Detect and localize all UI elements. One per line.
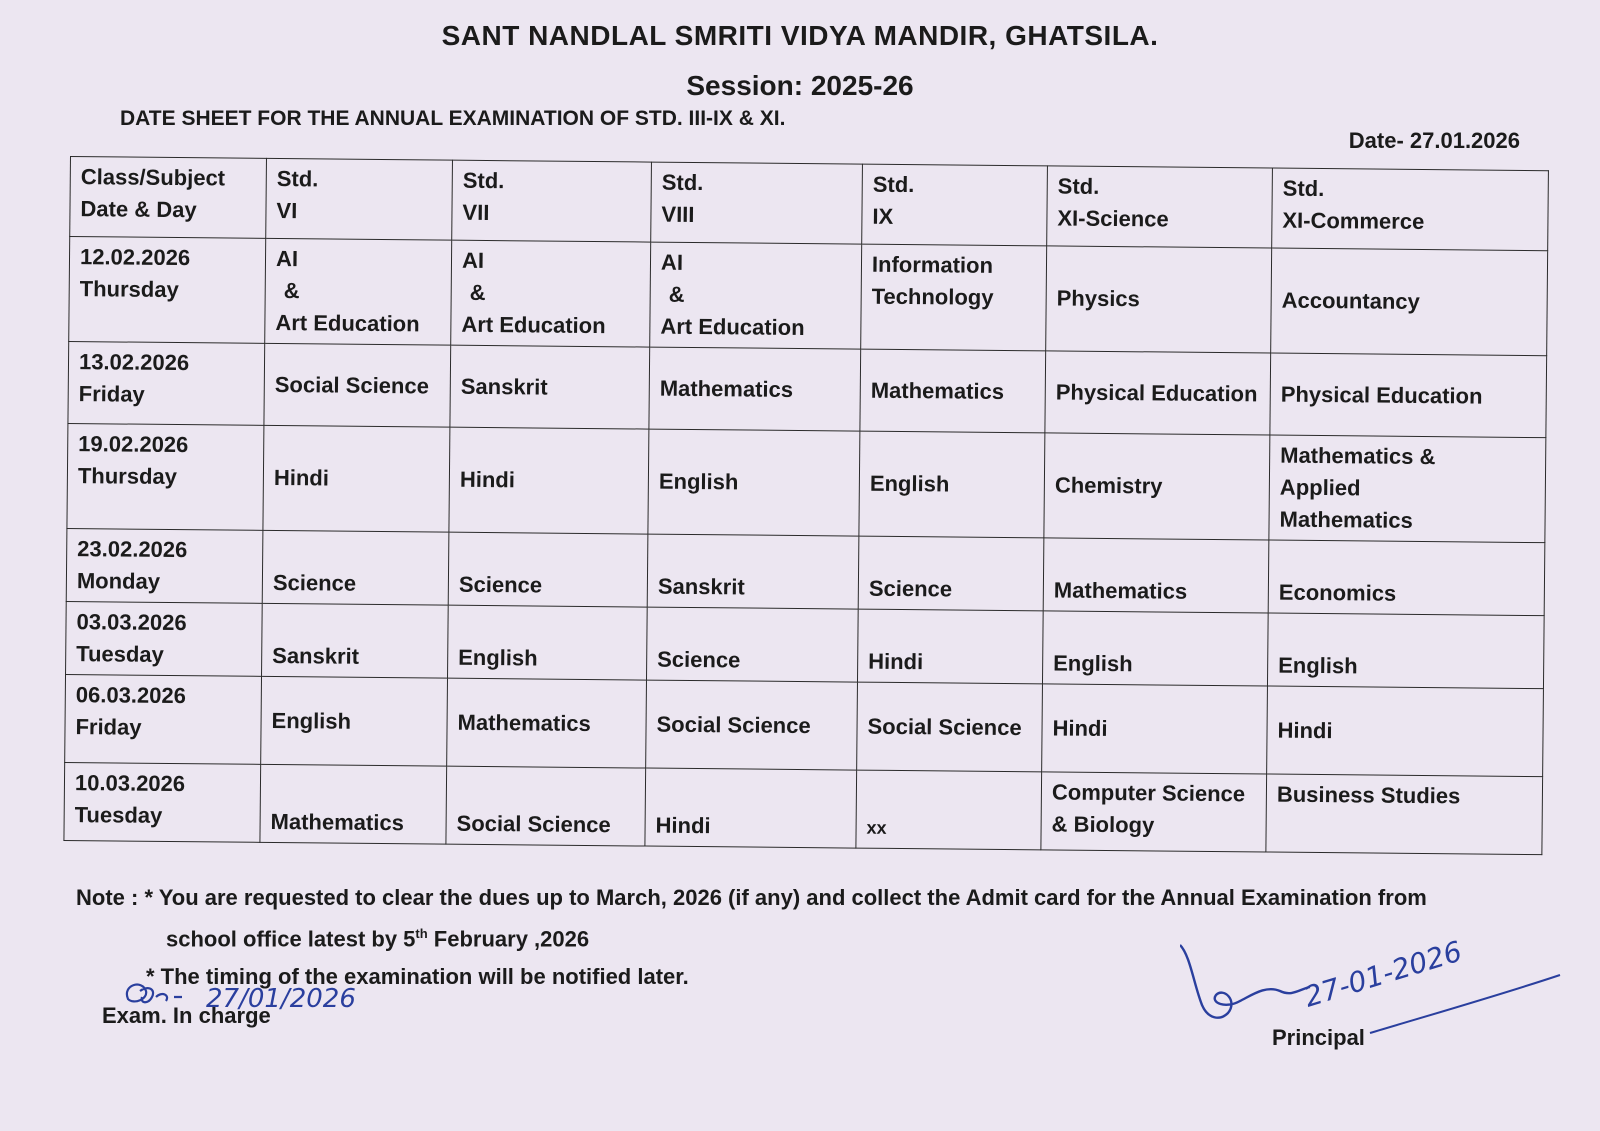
subject-line: & bbox=[283, 278, 300, 304]
table-row bbox=[66, 601, 1545, 688]
subject-cell bbox=[650, 242, 862, 349]
subject-line: Hindi bbox=[1052, 714, 1108, 741]
corner-line2: Date & Day bbox=[80, 196, 197, 223]
subject-cell bbox=[646, 607, 858, 682]
exam-date: 19.02.2026 bbox=[78, 431, 189, 458]
subject-line: Sanskrit bbox=[460, 373, 548, 400]
subject-line: & bbox=[469, 279, 486, 305]
note-1-text: * You are requested to clear the dues up to March, 2026 (if any) and collect the Admit card for the Annual Examination from bbox=[144, 885, 1427, 910]
subject-line: Science bbox=[657, 646, 741, 673]
note-1-superscript: th bbox=[415, 926, 428, 941]
exam-incharge-label: Exam. In charge bbox=[102, 1003, 271, 1028]
date-sheet-table bbox=[63, 156, 1549, 855]
exam-day: Thursday bbox=[77, 463, 178, 490]
signature-stroke bbox=[1180, 945, 1310, 1018]
date-cell bbox=[65, 674, 262, 764]
subject-line: Mathematics bbox=[1053, 577, 1188, 604]
column-header-line1: Std. bbox=[661, 169, 704, 196]
subject-cell bbox=[861, 244, 1047, 351]
subject-line: Mathematics bbox=[870, 377, 1005, 404]
note-1-continuation: school office latest by 5 bbox=[166, 926, 416, 952]
subject-cell bbox=[856, 770, 1042, 850]
subject-line: AI bbox=[660, 249, 684, 275]
subject-cell bbox=[262, 530, 449, 605]
table-row bbox=[68, 341, 1547, 437]
column-header-ix bbox=[862, 164, 1048, 246]
subject-line: English bbox=[458, 644, 538, 671]
table-row bbox=[69, 237, 1548, 356]
exam-day: Monday bbox=[76, 568, 161, 594]
column-header-xi-science bbox=[1047, 166, 1273, 248]
subject-line: Business Studies bbox=[1276, 781, 1461, 809]
subject-cell bbox=[448, 605, 648, 680]
subject-cell bbox=[1042, 611, 1268, 686]
exam-day: Tuesday bbox=[74, 802, 163, 828]
subject-cell bbox=[447, 678, 647, 768]
table-row bbox=[67, 423, 1546, 542]
column-header-vii bbox=[452, 160, 652, 242]
column-header-line2: XI-Science bbox=[1057, 205, 1169, 232]
subject-line: Mathematics bbox=[659, 375, 794, 402]
subject-line: Art Education bbox=[275, 309, 420, 337]
session-label: Session: 2025-26 bbox=[686, 70, 914, 101]
subject-cell bbox=[260, 764, 447, 844]
subject-cell bbox=[1269, 435, 1546, 543]
date-cell bbox=[66, 528, 263, 603]
subject-line: Information bbox=[871, 251, 994, 278]
subject-cell bbox=[449, 427, 649, 534]
subject-line: English bbox=[869, 470, 950, 497]
subject-line: AI bbox=[275, 245, 299, 272]
subject-line: Mathematics bbox=[1279, 506, 1413, 533]
subject-cell bbox=[1267, 613, 1544, 689]
subject-line: Social Science bbox=[456, 810, 611, 838]
exam-incharge-handwritten-date: 27/01/2026 bbox=[206, 984, 356, 1014]
subject-cell bbox=[261, 676, 448, 766]
note-line-3: * The timing of the examination will be notified later. bbox=[146, 964, 689, 990]
subject-cell bbox=[649, 347, 861, 431]
subject-cell bbox=[264, 343, 451, 427]
date-cell bbox=[69, 237, 266, 344]
exam-date: 03.03.2026 bbox=[76, 609, 187, 636]
subject-line: Physics bbox=[1056, 285, 1140, 312]
subject-line: English bbox=[1278, 652, 1358, 679]
subject-line: Science bbox=[272, 569, 357, 596]
subject-line: Hindi bbox=[273, 464, 330, 491]
subject-cell bbox=[1268, 540, 1545, 616]
subject-line: Applied bbox=[1279, 474, 1361, 501]
sheet-title: DATE SHEET FOR THE ANNUAL EXAMINATION OF STD. III-IX & XI. bbox=[120, 107, 786, 130]
subject-line: Social Science bbox=[274, 371, 430, 398]
column-header-line1: Std. bbox=[872, 171, 915, 198]
subject-cell bbox=[1044, 433, 1270, 540]
subject-line: Hindi bbox=[868, 648, 924, 675]
exam-day: Thursday bbox=[79, 276, 179, 303]
date-cell bbox=[64, 762, 261, 842]
subject-cell bbox=[645, 768, 857, 848]
exam-date: 13.02.2026 bbox=[78, 349, 190, 376]
subject-cell bbox=[646, 680, 858, 770]
subject-line: Art Education bbox=[660, 313, 805, 341]
principal-signature bbox=[1180, 915, 1590, 1045]
subject-line: Science bbox=[868, 575, 953, 602]
date-cell bbox=[67, 423, 264, 530]
subject-line: xx bbox=[866, 817, 887, 838]
corner-header bbox=[70, 157, 267, 239]
subject-line: Chemistry bbox=[1054, 472, 1163, 499]
exam-date: 23.02.2026 bbox=[77, 536, 188, 563]
column-header-line2: IX bbox=[872, 203, 894, 229]
subject-cell bbox=[1270, 353, 1547, 438]
subject-line: Mathematics bbox=[457, 709, 591, 736]
subject-line: English bbox=[1053, 650, 1133, 677]
subject-cell bbox=[858, 536, 1044, 611]
column-header-viii bbox=[651, 162, 863, 244]
corner-line1: Class/Subject bbox=[80, 164, 226, 191]
table-header-row bbox=[70, 157, 1549, 251]
subject-cell bbox=[857, 682, 1043, 772]
subject-line: Art Education bbox=[461, 311, 606, 339]
subject-line: Mathematics & bbox=[1280, 442, 1436, 470]
subject-line: & Biology bbox=[1051, 811, 1155, 838]
column-header-line1: Std. bbox=[1057, 173, 1100, 199]
exam-day: Friday bbox=[75, 714, 142, 740]
principal-label: Principal bbox=[1272, 1025, 1365, 1050]
column-header-line1: Std. bbox=[276, 165, 319, 192]
column-header-line2: XI-Commerce bbox=[1282, 207, 1425, 235]
subject-line: Technology bbox=[871, 283, 994, 310]
subject-cell bbox=[1271, 248, 1548, 356]
subject-line: Mathematics bbox=[270, 808, 405, 836]
subject-cell bbox=[1046, 246, 1272, 353]
subject-line: Economics bbox=[1278, 579, 1397, 606]
note-label: Note : bbox=[76, 885, 145, 910]
table-row bbox=[65, 674, 1544, 776]
subject-cell bbox=[1043, 538, 1269, 613]
school-name: SANT NANDLAL SMRITI VIDYA MANDIR, GHATSILA. bbox=[441, 20, 1159, 51]
subject-cell bbox=[265, 238, 452, 345]
subject-cell bbox=[1267, 686, 1544, 777]
exam-date: 10.03.2026 bbox=[74, 770, 186, 797]
date-cell bbox=[66, 601, 263, 676]
note-line-1 bbox=[76, 880, 1536, 916]
exam-day: Friday bbox=[78, 381, 145, 407]
subject-line: Social Science bbox=[656, 711, 811, 738]
subject-line: English bbox=[271, 707, 352, 734]
subject-line: AI bbox=[461, 247, 485, 273]
column-header-line2: VII bbox=[462, 199, 490, 226]
subject-line: English bbox=[658, 468, 739, 495]
note-1-end: February ,2026 bbox=[427, 926, 590, 952]
subject-line: Hindi bbox=[1277, 717, 1333, 743]
date-sheet-table-wrap bbox=[63, 156, 1548, 855]
subject-line: Sanskrit bbox=[657, 573, 745, 600]
subject-line: Physical Education bbox=[1055, 378, 1258, 406]
subject-line: Computer Science bbox=[1051, 779, 1246, 807]
subject-line: Science bbox=[458, 571, 543, 598]
column-header-vi bbox=[266, 158, 453, 240]
subject-cell bbox=[448, 532, 648, 607]
subject-cell bbox=[647, 534, 859, 609]
subject-cell bbox=[450, 345, 650, 429]
subject-line: Hindi bbox=[655, 812, 711, 839]
subject-cell bbox=[857, 609, 1043, 684]
subject-line: Accountancy bbox=[1281, 287, 1420, 314]
signature-scribble bbox=[127, 985, 182, 1003]
sheet-date: Date- 27.01.2026 bbox=[1348, 128, 1520, 153]
subject-line: Hindi bbox=[459, 466, 516, 493]
subject-cell bbox=[451, 240, 651, 347]
exam-day: Tuesday bbox=[76, 641, 164, 667]
exam-date: 06.03.2026 bbox=[75, 682, 187, 709]
column-header-line1: Std. bbox=[1282, 175, 1325, 202]
subject-cell bbox=[1041, 772, 1267, 852]
column-header-xi-commerce bbox=[1272, 168, 1549, 251]
subject-cell bbox=[262, 603, 449, 678]
subject-cell bbox=[860, 349, 1046, 433]
table-row bbox=[66, 528, 1545, 615]
subject-cell bbox=[263, 425, 450, 532]
subject-line: Physical Education bbox=[1280, 381, 1483, 409]
subject-line: & bbox=[668, 281, 685, 307]
subject-cell bbox=[1045, 351, 1271, 435]
subject-cell bbox=[1042, 684, 1268, 774]
subject-cell bbox=[859, 431, 1045, 538]
date-cell bbox=[68, 341, 265, 425]
subject-cell bbox=[446, 766, 646, 846]
column-header-line1: Std. bbox=[462, 167, 505, 194]
subject-line: Social Science bbox=[867, 713, 1022, 740]
subject-cell bbox=[648, 429, 860, 536]
principal-handwritten-date: 27-01-2026 bbox=[1300, 934, 1466, 1014]
table-row bbox=[64, 762, 1543, 854]
column-header-line2: VI bbox=[276, 197, 298, 224]
exam-date: 12.02.2026 bbox=[79, 244, 191, 271]
column-header-line2: VIII bbox=[661, 201, 695, 227]
subject-cell bbox=[1266, 774, 1543, 855]
subject-line: Sanskrit bbox=[272, 642, 360, 669]
